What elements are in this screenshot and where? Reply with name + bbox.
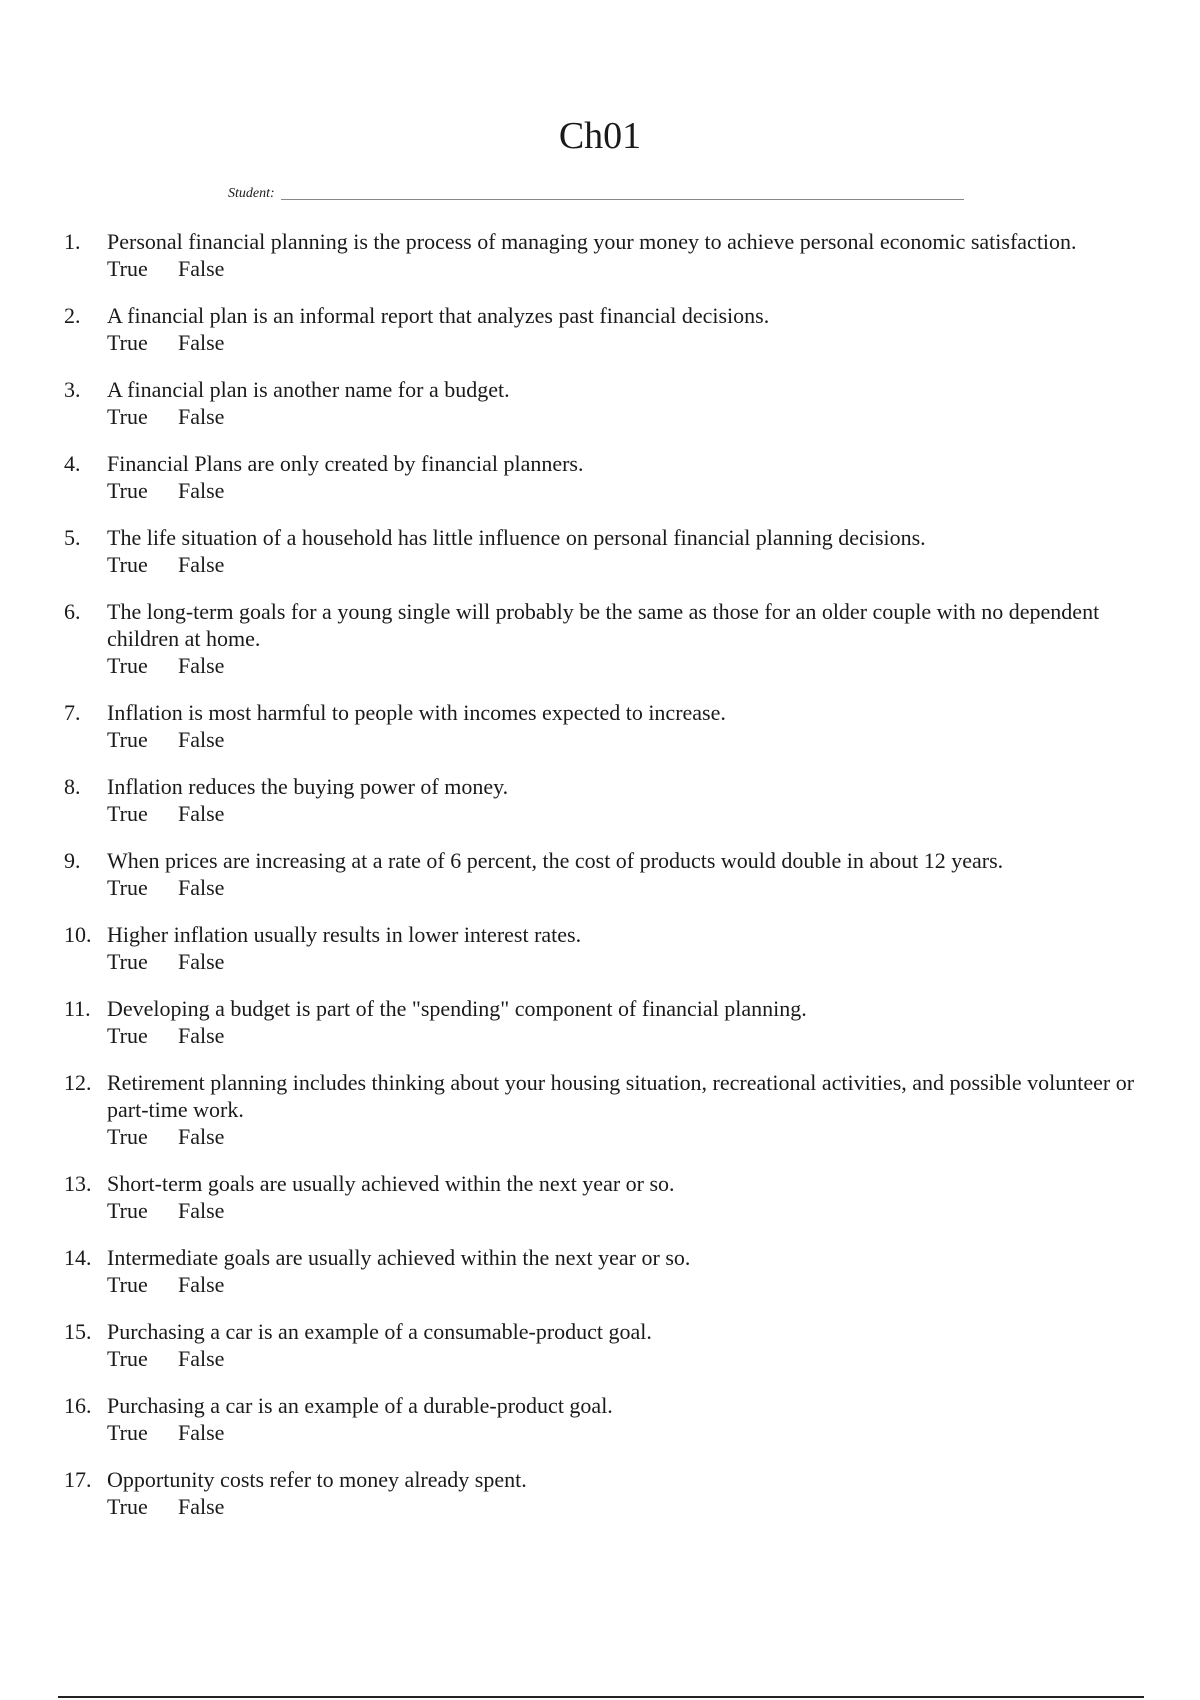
question-text: When prices are increasing at a rate of 6 percent, the cost of products would double in about 12 years. [107, 848, 1004, 873]
question-item [64, 598, 1144, 679]
option-false[interactable]: False [178, 552, 225, 577]
answer-options [107, 477, 1144, 504]
answer-options [107, 1345, 1144, 1372]
answer-options [107, 1022, 1144, 1049]
question-number: 16. [64, 1393, 92, 1418]
answer-options [107, 874, 1144, 901]
question-item [64, 1244, 1144, 1298]
option-true[interactable]: True [107, 1124, 148, 1149]
answer-options [107, 403, 1144, 430]
question-item [64, 1392, 1144, 1446]
question-text: Higher inflation usually results in lower interest rates. [107, 922, 582, 947]
question-number: 15. [64, 1319, 92, 1344]
option-false[interactable]: False [178, 404, 225, 429]
question-item [64, 302, 1144, 356]
option-true[interactable]: True [107, 1272, 148, 1297]
question-number: 13. [64, 1171, 92, 1196]
question-number: 12. [64, 1070, 92, 1095]
question-number: 6. [64, 599, 81, 624]
question-text: Purchasing a car is an example of a consumable-product goal. [107, 1319, 652, 1344]
option-false[interactable]: False [178, 1494, 225, 1519]
question-text: Intermediate goals are usually achieved within the next year or so. [107, 1245, 691, 1270]
option-true[interactable]: True [107, 875, 148, 900]
question-item [64, 1318, 1144, 1372]
option-false[interactable]: False [178, 1124, 225, 1149]
option-false[interactable]: False [178, 949, 225, 974]
question-number: 7. [64, 700, 81, 725]
option-true[interactable]: True [107, 1494, 148, 1519]
question-text: Opportunity costs refer to money already spent. [107, 1467, 527, 1492]
option-false[interactable]: False [178, 330, 225, 355]
option-false[interactable]: False [178, 1023, 225, 1048]
answer-options [107, 948, 1144, 975]
option-false[interactable]: False [178, 1272, 225, 1297]
question-text: Retirement planning includes thinking about your housing situation, recreational activities, and possible volunteer or part-time work. [107, 1070, 1135, 1122]
option-true[interactable]: True [107, 256, 148, 281]
option-true[interactable]: True [107, 552, 148, 577]
option-false[interactable]: False [178, 1346, 225, 1371]
question-number: 14. [64, 1245, 92, 1270]
answer-options [107, 551, 1144, 578]
question-text: Short-term goals are usually achieved within the next year or so. [107, 1171, 675, 1196]
question-number: 11. [64, 996, 91, 1021]
question-item [64, 228, 1144, 282]
question-number: 2. [64, 303, 81, 328]
option-false[interactable]: False [178, 478, 225, 503]
option-false[interactable]: False [178, 1420, 225, 1445]
question-item [64, 376, 1144, 430]
question-item [64, 1170, 1144, 1224]
option-false[interactable]: False [178, 1198, 225, 1223]
option-false[interactable]: False [178, 653, 225, 678]
question-number: 3. [64, 377, 81, 402]
option-true[interactable]: True [107, 949, 148, 974]
question-item [64, 1069, 1144, 1150]
option-true[interactable]: True [107, 653, 148, 678]
question-item [64, 524, 1144, 578]
question-number: 8. [64, 774, 81, 799]
question-item [64, 773, 1144, 827]
question-text: Developing a budget is part of the "spending" component of financial planning. [107, 996, 807, 1021]
question-text: A financial plan is another name for a budget. [107, 377, 510, 402]
answer-options [107, 1123, 1144, 1150]
answer-options [107, 726, 1144, 753]
question-text: Inflation is most harmful to people with incomes expected to increase. [107, 700, 726, 725]
option-true[interactable]: True [107, 727, 148, 752]
student-name-line[interactable] [281, 199, 964, 200]
question-item [64, 699, 1144, 753]
option-false[interactable]: False [178, 727, 225, 752]
option-false[interactable]: False [178, 801, 225, 826]
question-number: 5. [64, 525, 81, 550]
student-label: Student: [228, 186, 275, 201]
question-item [64, 995, 1144, 1049]
option-false[interactable]: False [178, 256, 225, 281]
option-true[interactable]: True [107, 1346, 148, 1371]
option-true[interactable]: True [107, 404, 148, 429]
page-title: Ch01 [558, 115, 642, 157]
answer-options [107, 329, 1144, 356]
question-list [64, 228, 1144, 1540]
answer-options [107, 1493, 1144, 1520]
answer-options [107, 800, 1144, 827]
student-field [228, 186, 964, 202]
question-item [64, 1466, 1144, 1520]
question-number: 1. [64, 229, 81, 254]
option-false[interactable]: False [178, 875, 225, 900]
footer-divider [58, 1696, 1144, 1698]
option-true[interactable]: True [107, 1420, 148, 1445]
question-text: The life situation of a household has little influence on personal financial planning decisions. [107, 525, 926, 550]
answer-options [107, 1197, 1144, 1224]
option-true[interactable]: True [107, 1023, 148, 1048]
question-text: A financial plan is an informal report that analyzes past financial decisions. [107, 303, 770, 328]
question-number: 9. [64, 848, 81, 873]
question-text: Purchasing a car is an example of a durable-product goal. [107, 1393, 613, 1418]
question-number: 10. [64, 922, 92, 947]
question-number: 17. [64, 1467, 92, 1492]
question-text: The long-term goals for a young single will probably be the same as those for an older couple with no dependent children at home. [107, 599, 1100, 651]
option-true[interactable]: True [107, 801, 148, 826]
answer-options [107, 1271, 1144, 1298]
option-true[interactable]: True [107, 478, 148, 503]
option-true[interactable]: True [107, 1198, 148, 1223]
question-text: Personal financial planning is the process of managing your money to achieve personal economic satisfaction. [107, 229, 1077, 254]
question-item [64, 450, 1144, 504]
answer-options [107, 255, 1144, 282]
option-true[interactable]: True [107, 330, 148, 355]
answer-options [107, 652, 1144, 679]
question-number: 4. [64, 451, 81, 476]
answer-options [107, 1419, 1144, 1446]
question-text: Inflation reduces the buying power of money. [107, 774, 509, 799]
question-text: Financial Plans are only created by financial planners. [107, 451, 584, 476]
question-item [64, 847, 1144, 901]
question-item [64, 921, 1144, 975]
